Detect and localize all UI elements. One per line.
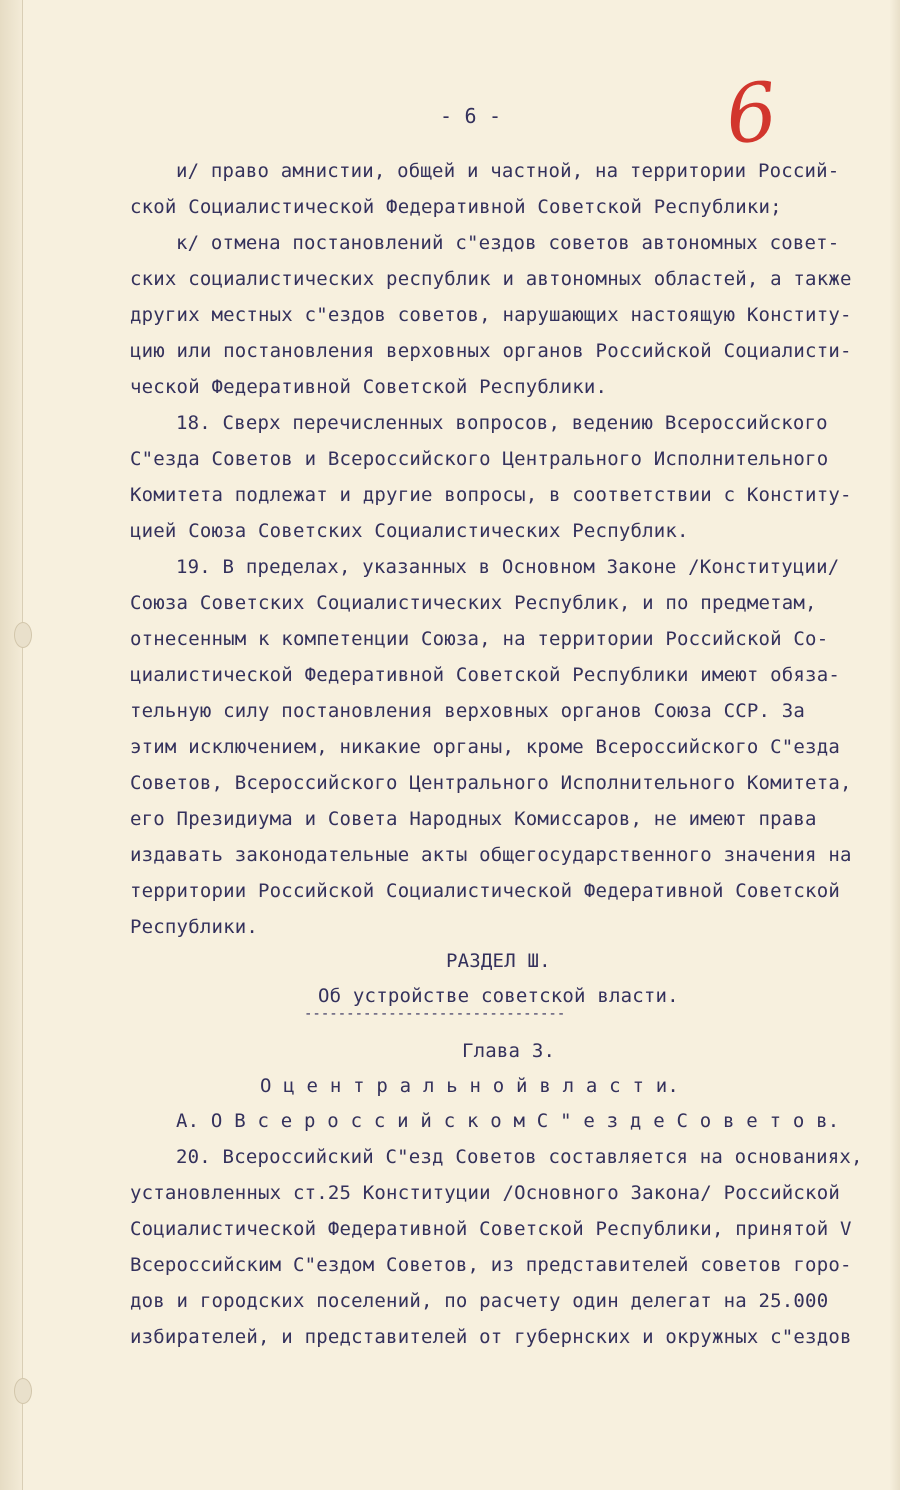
text-line: ских социалистических республик и автономных областей, а также — [130, 268, 852, 290]
text-line: цией Союза Советских Социалистических Республик. — [130, 520, 689, 542]
section-heading: РАЗДЕЛ Ш. — [446, 950, 551, 972]
page-left-edge — [0, 0, 23, 1490]
page-right-edge — [890, 0, 900, 1490]
text-line: к/ отмена постановлений с"ездов советов автономных совет- — [176, 232, 840, 254]
text-line: и/ право амнистии, общей и частной, на территории Россий- — [176, 160, 840, 182]
text-line: С"езда Советов и Всероссийского Центрального Исполнительного — [130, 448, 829, 470]
section-title-underline: ------------------------------- — [304, 1006, 566, 1022]
text-line: издавать законодательные акты общегосударственного значения на — [130, 844, 852, 866]
text-line: установленных ст.25 Конституции /Основного Закона/ Российской — [130, 1182, 840, 1204]
text-line: отнесенным к компетенции Союза, на территории Российской Со- — [130, 628, 829, 650]
text-line: Всероссийским С"ездом Советов, из представителей советов горо- — [130, 1254, 852, 1276]
text-line: этим исключением, никакие органы, кроме Всероссийского С"езда — [130, 736, 840, 758]
subsection-title: А. О В с е р о с с и й с к о м С " е з д е С о в е т о в. — [176, 1110, 840, 1132]
chapter-heading: Глава 3. — [462, 1040, 556, 1062]
text-line: Республики. — [130, 916, 259, 938]
handwritten-page-number: 6 — [721, 64, 782, 163]
text-line: 20. Всероссийский С"езд Советов составляется на основаниях, — [176, 1146, 863, 1168]
text-line: территории Российской Социалистической Федеративной Советской — [130, 880, 840, 902]
text-line: 18. Сверх перечисленных вопросов, ведению Всероссийского — [176, 412, 828, 434]
text-line: других местных с"ездов советов, нарушающих настоящую Конститу- — [130, 304, 852, 326]
text-line: цию или постановления верховных органов Российской Социалисти- — [130, 340, 852, 362]
text-line: его Президиума и Совета Народных Комиссаров, не имеют права — [130, 808, 817, 830]
text-line: Социалистической Федеративной Советской Республики, принятой V — [130, 1218, 852, 1240]
text-line: Союза Советских Социалистических Республик, и по предметам, — [130, 592, 817, 614]
text-line: дов и городских поселений, по расчету один делегат на 25.000 — [130, 1290, 829, 1312]
text-line: 19. В пределах, указанных в Основном Законе /Конституции/ — [176, 556, 840, 578]
text-line: циалистической Федеративной Советской Республики имеют обяза- — [130, 664, 840, 686]
text-line: Советов, Всероссийского Центрального Исполнительного Комитета, — [130, 772, 852, 794]
text-line: избирателей, и представителей от губернских и окружных с"ездов — [130, 1326, 852, 1348]
punch-hole — [14, 622, 32, 648]
section-title: Об устройстве советской власти. — [318, 985, 679, 1007]
text-line: ческой Федеративной Советской Республики. — [130, 376, 608, 398]
text-line: ской Социалистической Федеративной Советской Республики; — [130, 196, 782, 218]
page-number: - 6 - — [440, 104, 502, 128]
chapter-title: О ц е н т р а л ь н о й в л а с т и. — [260, 1075, 680, 1097]
punch-hole — [14, 1378, 32, 1404]
text-line: тельную силу постановления верховных органов Союза ССР. За — [130, 700, 806, 722]
text-line: Комитета подлежат и другие вопросы, в соответствии с Конститу- — [130, 484, 852, 506]
